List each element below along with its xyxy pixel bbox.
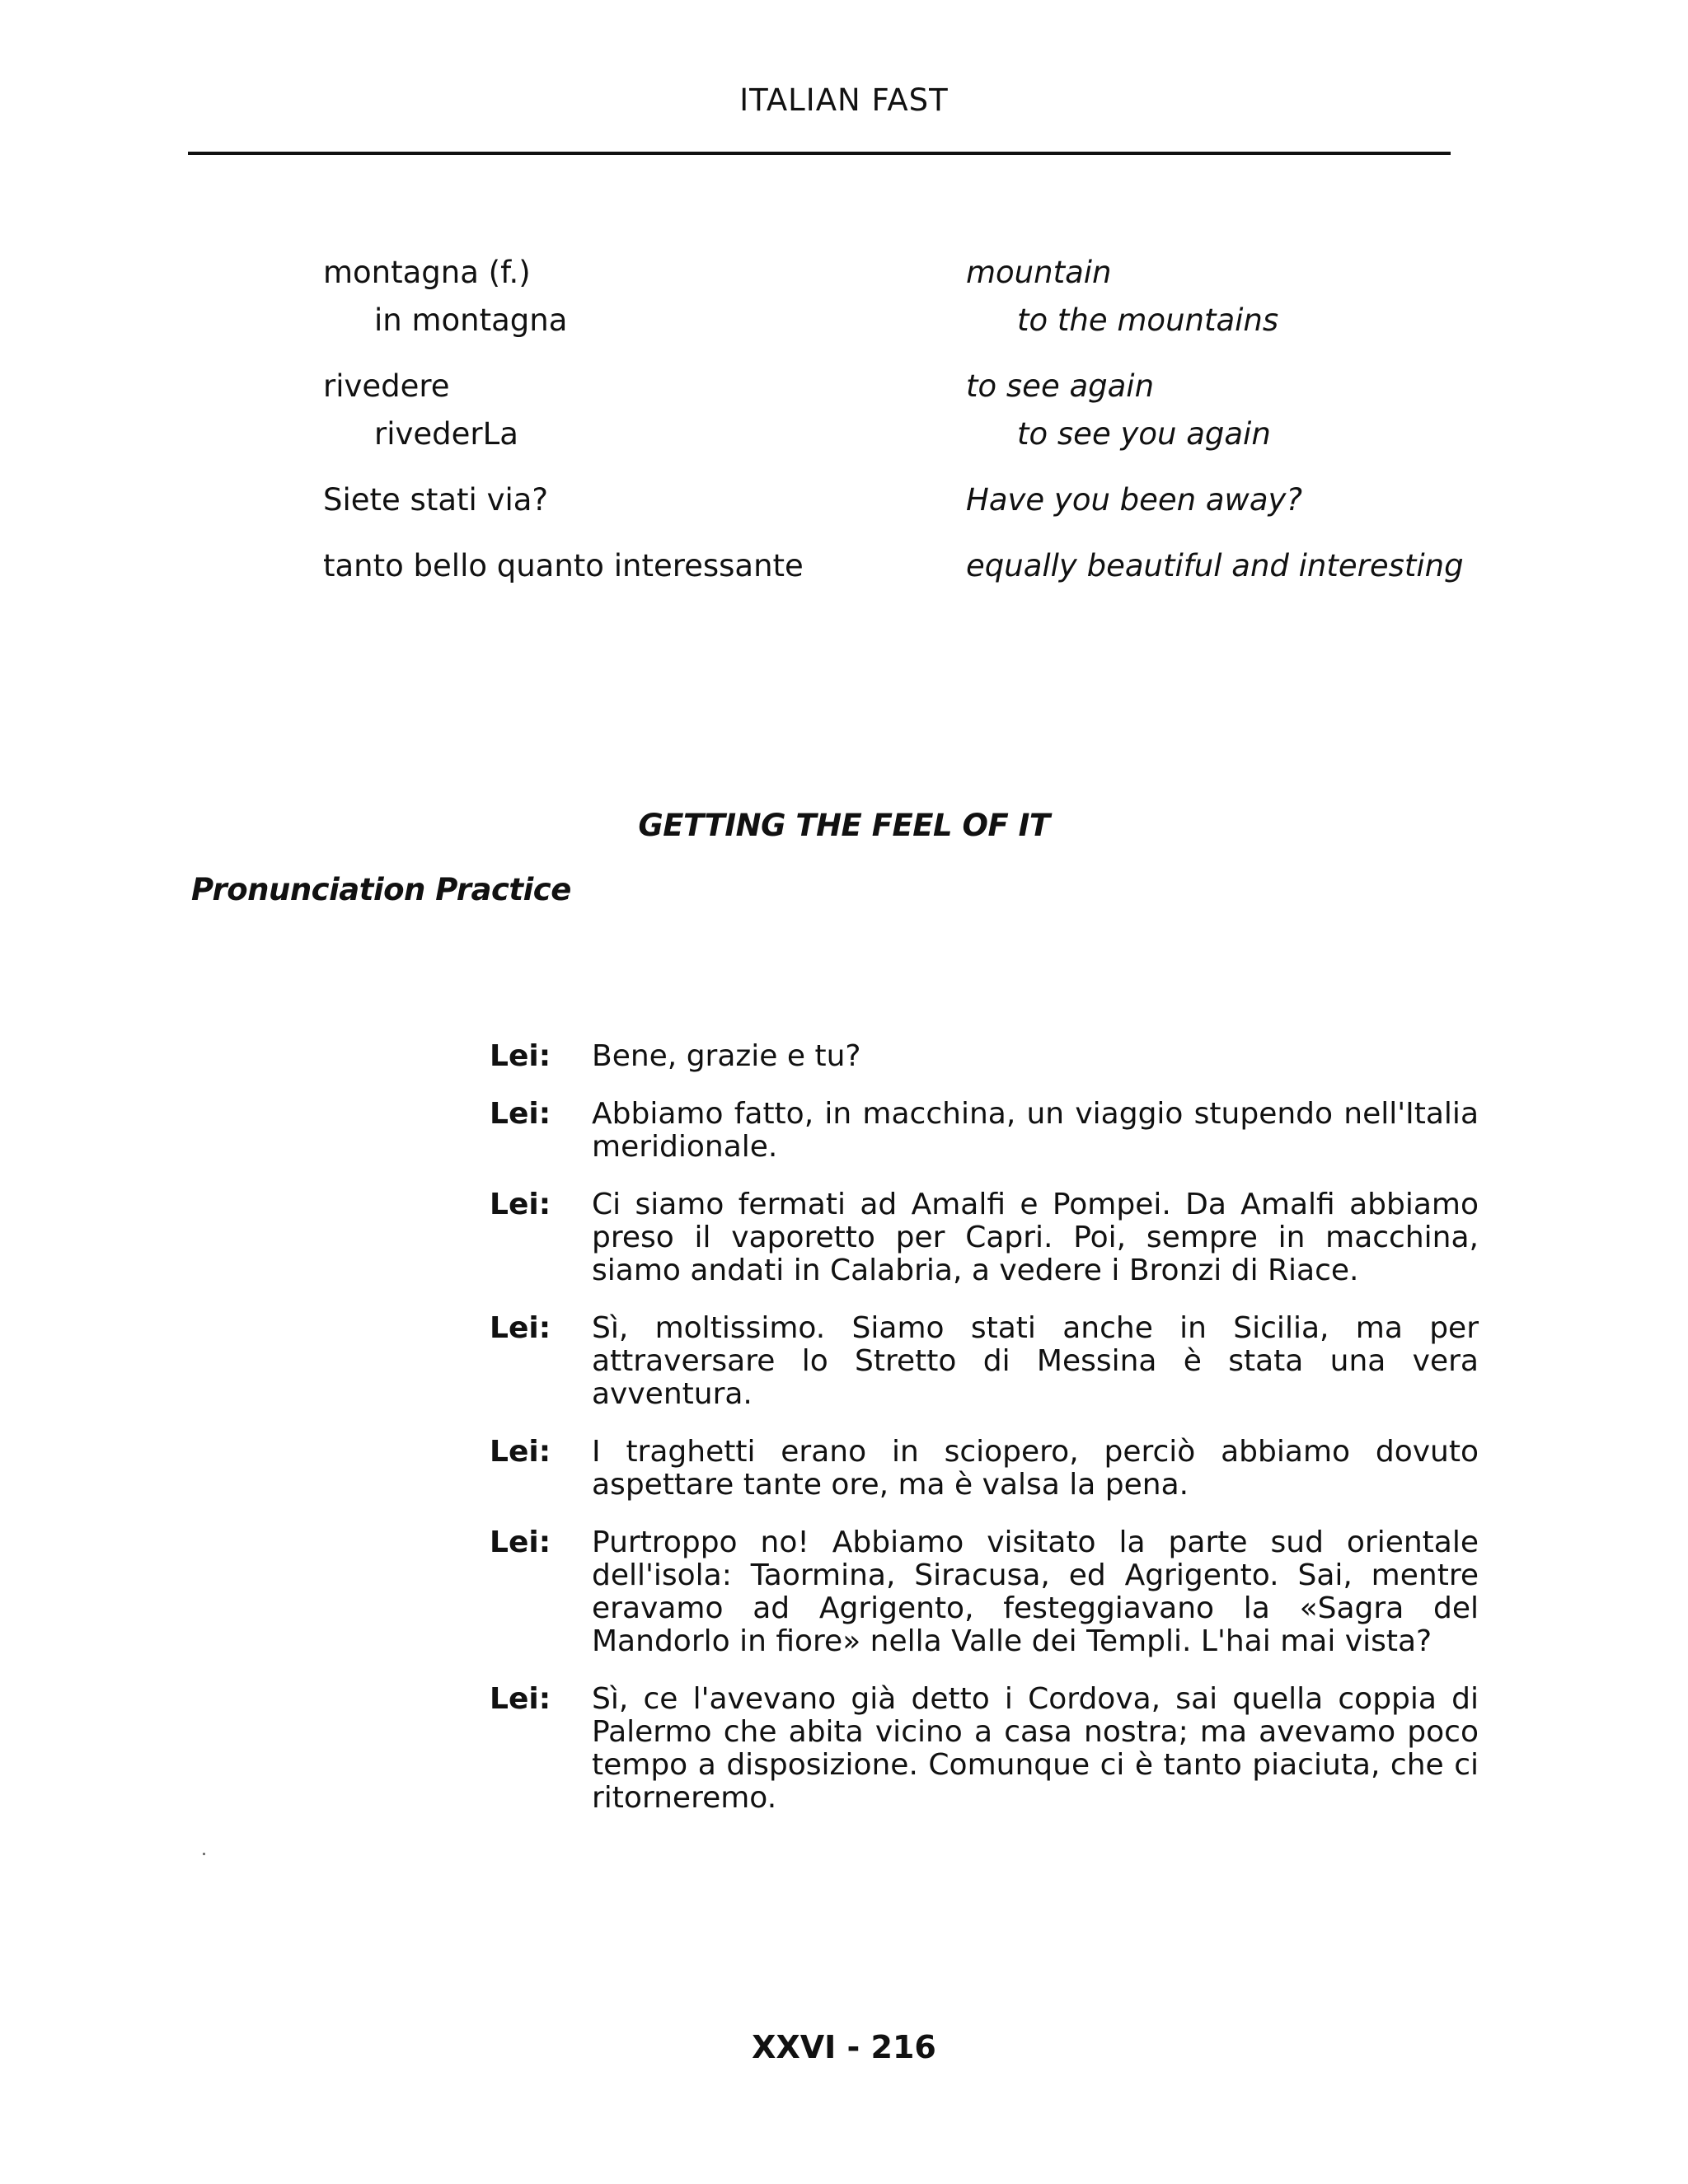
speaker-label: Lei: xyxy=(490,1097,551,1131)
italian-subterm: in montagna xyxy=(374,302,568,338)
running-head: ITALIAN FAST xyxy=(739,82,949,118)
subsection-title: Pronunciation Practice xyxy=(191,872,571,907)
dialogue-line xyxy=(490,1526,1479,1658)
speaker-label: Lei: xyxy=(490,1682,551,1716)
italian-term: tanto bello quanto interessante xyxy=(323,548,804,583)
vocab-subrow xyxy=(323,297,1477,344)
page-number: XXVI - 216 xyxy=(752,2029,936,2065)
header-rule xyxy=(188,152,1451,155)
dialogue-line xyxy=(490,1312,1479,1411)
dialogue xyxy=(490,1040,1479,1840)
utterance-text: Ci siamo fermati ad Amalfi e Pompei. Da Amalfi abbiamo preso il vaporetto per Capri. Poi, sempre in macchina, siamo andati in Calabria, a vedere i Bronzi di Riace. xyxy=(592,1188,1479,1287)
dialogue-line xyxy=(490,1436,1479,1502)
utterance-text: I traghetti erano in sciopero, perciò abbiamo dovuto aspettare tante ore, ma è valsa la pena. xyxy=(592,1435,1479,1502)
english-subtranslation: to the mountains xyxy=(1017,302,1279,338)
italian-term: rivedere xyxy=(323,368,450,404)
vocab-entry xyxy=(323,542,1477,590)
english-subtranslation: to see you again xyxy=(1017,416,1271,452)
vocab-subrow xyxy=(323,410,1477,458)
dialogue-line xyxy=(490,1040,1479,1073)
english-translation: mountain xyxy=(966,255,1112,290)
speaker-label: Lei: xyxy=(490,1188,551,1221)
speaker-label: Lei: xyxy=(490,1435,551,1469)
vocab-entry xyxy=(323,476,1477,524)
vocab-row xyxy=(323,542,1477,590)
vocab-entry xyxy=(323,363,1477,458)
dialogue-line xyxy=(490,1683,1479,1815)
utterance-text: Sì, ce l'avevano già detto i Cordova, sai quella coppia di Palermo che abita vicino a casa nostra; ma avevamo poco tempo a disposizione. Comunque ci è tanto piaciuta, che ci ritorneremo. xyxy=(592,1682,1479,1815)
utterance-text: Abbiamo fatto, in macchina, un viaggio stupendo nell'Italia meridionale. xyxy=(592,1097,1479,1164)
italian-term: Siete stati via? xyxy=(323,482,549,518)
vocab-row xyxy=(323,249,1477,297)
speaker-label: Lei: xyxy=(490,1526,551,1559)
dialogue-line xyxy=(490,1188,1479,1287)
scan-speck xyxy=(203,1853,205,1855)
vocab-row xyxy=(323,363,1477,410)
english-translation: Have you been away? xyxy=(966,482,1303,518)
utterance-text: Sì, moltissimo. Siamo stati anche in Sicilia, ma per attraversare lo Stretto di Messina è stata una vera avventura. xyxy=(592,1311,1479,1411)
italian-term: montagna (f.) xyxy=(323,255,531,290)
section-title: GETTING THE FEEL OF IT xyxy=(638,808,1050,843)
italian-subterm: rivederLa xyxy=(374,416,518,452)
english-translation: equally beautiful and interesting xyxy=(966,548,1464,583)
utterance-text: Bene, grazie e tu? xyxy=(592,1039,861,1073)
dialogue-line xyxy=(490,1098,1479,1164)
vocab-entry xyxy=(323,249,1477,344)
speaker-label: Lei: xyxy=(490,1311,551,1345)
vocab-row xyxy=(323,476,1477,524)
english-translation: to see again xyxy=(966,368,1155,404)
vocabulary-list xyxy=(323,249,1477,608)
utterance-text: Purtroppo no! Abbiamo visitato la parte sud orientale dell'isola: Taormina, Siracusa, ed Agrigento. Sai, mentre eravamo ad Agrigento, festeggiavano la «Sagra del Mandorlo in fiore» nella Valle dei Templi. L'hai mai vista? xyxy=(592,1526,1479,1658)
speaker-label: Lei: xyxy=(490,1039,551,1073)
